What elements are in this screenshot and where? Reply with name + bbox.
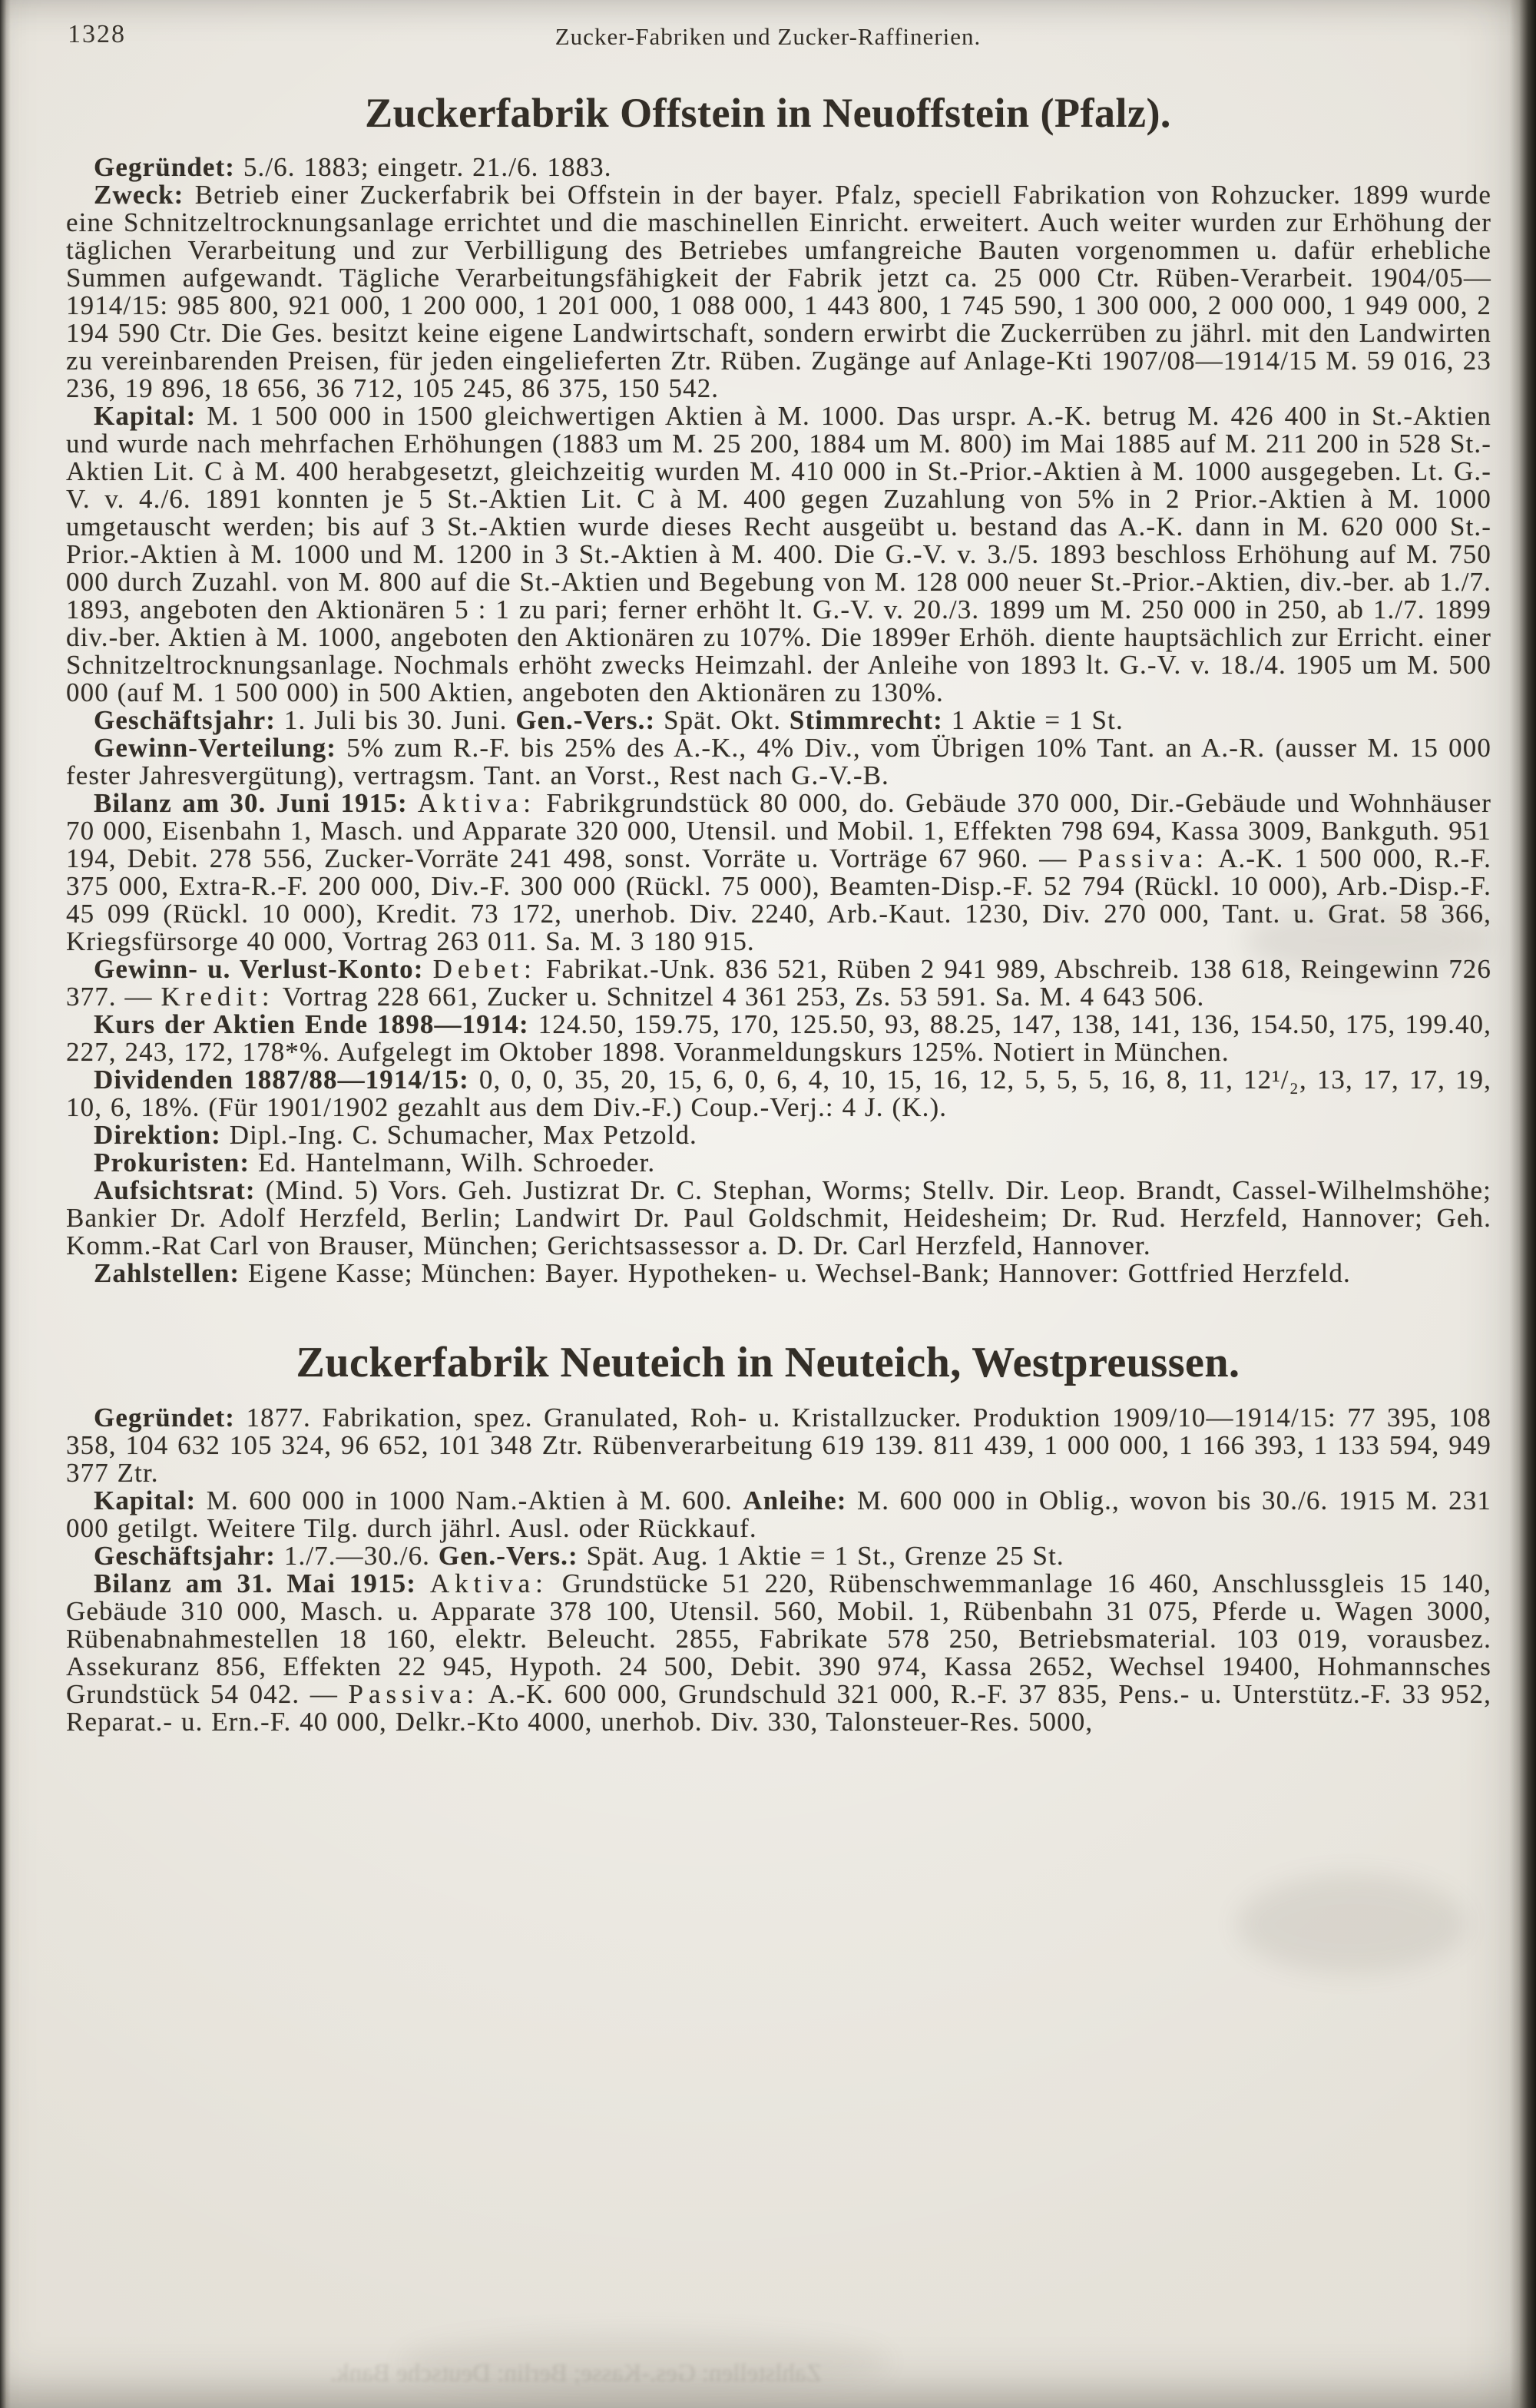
text-run: Betrieb einer Zuckerfabrik bei Offstein in der bayer. Pfalz, speciell Fabrikation von Rohzucker. 1899 wurde eine Schnitzeltrocknungsanlage errichtet und die maschinellen Einricht. erweitert. Auch weiter wurden zur Erhöhung der täglichen Verarbeitung und zur Verbilligung des Betriebes umfangreiche Bauten vorgenommen u. dafür erhebliche Summen aufgewandt. Tägliche Verarbeitungsfähigkeit der Fabrik jetzt ca. 25 000 Ctr. Rüben-Verarbeit. 1904/05—1914/15: 985 800, 921 000, 1 200 000, 1 201 000, 1 088 000, 1 443 800, 1 745 590, 1 300 000, 2 000 000, 1 949 000, 2 194 590 Ctr. Die Ges. besitzt keine eigene Landwirtschaft, sondern erwirbt die Zuckerrüben zu jährl. mit den Landwirten zu vereinbarenden Preisen, für jeden eingelieferten Ztr. Rüben. Zugänge auf Anlage-Kti 1907/08—1914/15 M. 59 016, 23 236, 19 896, 18 656, 36 712, 105 245, 86 375, 150 542. — [66, 180, 1491, 403]
text-run: Kredit: — [161, 982, 275, 1012]
scan-edge-left — [0, 0, 11, 2408]
paragraph-label: Kapital: — [94, 1486, 197, 1515]
text-run: Eigene Kasse; München: Bayer. Hypotheken- u. Wechsel-Bank; Hannover: Gottfried Herzfeld. — [240, 1258, 1351, 1288]
scan-smudge — [1236, 1874, 1467, 1974]
paragraph-label: Direktion: — [94, 1120, 221, 1150]
paragraph — [66, 1487, 1491, 1542]
paragraph-label: Gewinn-Verteilung: — [94, 733, 337, 763]
paragraph-label: Gen.-Vers.: — [438, 1541, 578, 1571]
text-run — [408, 788, 418, 818]
text-run: Debet: — [432, 954, 537, 984]
paragraph-label: Zahlstellen: — [94, 1258, 240, 1288]
text-run: Spät. Okt. — [655, 705, 790, 735]
text-run: Fabrikgrundstück 80 000, do. Gebäude 370 000, Dir.-Gebäude und Wohnhäuser 70 000, Eisenbahn 1, Masch. und Apparate 320 000, Utensil. und Mobil. 1, Effekten 798 694, Kassa 3009, Bankguth. 951 194, Debit. 278 556, Zucker-Vorräte 241 498, sonst. Vorräte u. Vorträge 67 960. — — [66, 788, 1491, 873]
running-header-title: Zucker-Fabriken und Zucker-Raffinerien. — [554, 23, 982, 50]
paragraph-label: Bilanz am 30. Juni 1915: — [94, 788, 408, 818]
text-run: Dipl.-Ing. C. Schumacher, Max Petzold. — [220, 1120, 697, 1150]
text-run: 1 Aktie = 1 St. — [942, 705, 1124, 735]
paragraph — [66, 1404, 1491, 1487]
text-run: M. 1 500 000 in 1500 gleichwertigen Aktien à M. 1000. Das urspr. A.-K. betrug M. 426 400 in St.-Aktien und wurde nach mehrfachen Erhöhungen (1883 um M. 25 200, 1884 um M. 800) im Mai 1885 auf M. 211 200 in 528 St.-Aktien Lit. C à M. 400 herabgesetzt, gleichzeitig wurden M. 410 000 in St.-Prior.-Aktien à M. 1000 ausgegeben. Lt. G.-V. v. 4./6. 1891 konnten je 5 St.-Aktien Lit. C à M. 400 gegen Zuzahlung von 5% in 2 Prior.-Aktien à M. 1000 umgetauscht werden; bis auf 3 St.-Aktien wurde dieses Recht ausgeübt u. bestand das A.-K. dann in M. 620 000 St.-Prior.-Aktien à M. 1000 und M. 1200 in 3 St.-Aktien à M. 400. Die G.-V. v. 3./5. 1893 beschloss Erhöhung auf M. 750 000 durch Zuzahl. von M. 800 auf die St.-Aktien und Begebung von M. 128 000 neuer St.-Prior.-Aktien, div.-ber. ab 1./7. 1893, angeboten den Aktionären 5 : 1 zu pari; ferner erhöht lt. G.-V. v. 20./3. 1899 um M. 250 000 in 250, ab 1./7. 1899 div.-ber. Aktien à M. 1000, angeboten den Aktionären zu 107%. Die 1899er Erhöh. diente hauptsächlich zur Erricht. einer Schnitzeltrocknungsanlage. Nochmals erhöht zwecks Heimzahl. der Anleihe von 1893 lt. G.-V. v. 18./4. 1905 um M. 500 000 (auf M. 1 500 000) in 500 Aktien, angeboten den Aktionären zu 130%. — [66, 401, 1491, 707]
text-run: M. 600 000 in 1000 Nam.-Aktien à M. 600. — [196, 1486, 743, 1515]
paragraph-label: Zweck: — [94, 180, 184, 210]
text-run: 124.50, 159.75, 170, 125.50, 93, 88.25, 147, 138, 141, 136, 154.50, 175, 199.40, 227, 243, 172, 178*%. Aufgelegt im Oktober 1898. Voranmeldungskurs 125%. Notiert in München. — [66, 1009, 1491, 1067]
paragraph-label: Prokuristen: — [94, 1148, 250, 1178]
paragraph-label: Aufsichtsrat: — [94, 1175, 256, 1205]
paragraph — [66, 1066, 1491, 1121]
text-run: 5% zum R.-F. bis 25% des A.-K., 4% Div., vom Übrigen 10% Tant. an A.-R. (ausser M. 15 000 fester Jahresvergütung), vertragsm. Tant. an Vorst., Rest nach G.-V.-B. — [66, 733, 1491, 790]
paragraph — [66, 1011, 1491, 1066]
paragraph — [66, 154, 1491, 181]
paragraph-label: Gegründet: — [94, 152, 236, 182]
text-run: Passiva: — [348, 1679, 480, 1709]
article-zuckerfabrik-neuteich — [0, 1338, 1536, 1736]
paragraph — [66, 734, 1491, 790]
paragraph-label: Gen.-Vers.: — [515, 705, 656, 735]
paragraph-label: Geschäftsjahr: — [94, 1541, 276, 1571]
paragraph — [66, 1177, 1491, 1260]
paragraph-label: Bilanz am 31. Mai 1915: — [94, 1568, 416, 1598]
paragraph — [66, 790, 1491, 956]
text-run: 1. Juli bis 30. Juni. — [276, 705, 516, 735]
text-run: Aktiva: — [418, 788, 537, 818]
text-run: Ed. Hantelmann, Wilh. Schroeder. — [250, 1148, 656, 1178]
text-run: 1./7.—30./6. — [276, 1541, 439, 1571]
scan-edge-right — [1510, 0, 1536, 2408]
text-run — [416, 1568, 430, 1598]
paragraph-label: Stimmrecht: — [789, 705, 943, 735]
paragraph — [66, 1542, 1491, 1570]
text-run: Grundstücke 51 220, Rübenschwemmanlage 16 460, Anschlussgleis 15 140, Gebäude 310 000, Masch. u. Apparate 378 100, Utensil. 560, Mobil. 1, Rübenbahn 31 075, Pferde u. Wagen 3000, Rübenabnahmestellen 18 160, elektr. Beleucht. 2855, Fabrikate 578 250, Betriebsmaterial. 103 019, vorausbez. Assekuranz 856, Effekten 22 945, Hypoth. 24 500, Debit. 390 974, Kassa 2652, Wechsel 19400, Hohmannsches Grundstück 54 042. — — [66, 1568, 1491, 1709]
bleedthrough-text: Zahlstellen: Ges.-Kasse; Berlin: Deutsche Bank. — [330, 2360, 822, 2387]
article-body — [66, 1404, 1491, 1736]
paragraph — [66, 402, 1491, 707]
article-title: Zuckerfabrik Offstein in Neuoffstein (Pfalz). — [365, 90, 1171, 136]
paragraph — [66, 956, 1491, 1011]
text-run: 1877. Fabrikation, spez. Granulated, Roh- u. Kristallzucker. Produktion 1909/10—1914/15: 77 395, 108 358, 104 632 105 324, 96 652, 101 348 Ztr. Rübenverarbeitung 619 139. 811 439, 1 000 000, 1 166 393, 1 133 594, 949 377 Ztr. — [66, 1403, 1491, 1488]
article-body — [66, 154, 1491, 1287]
paragraph — [66, 707, 1491, 734]
page-number: 1328 — [68, 20, 126, 48]
text-run: 5./6. 1883; eingetr. 21./6. 1883. — [235, 152, 612, 182]
paragraph-label: Dividenden 1887/88—1914/15: — [94, 1065, 469, 1095]
paragraph — [66, 181, 1491, 402]
text-run: Vortrag 228 661, Zucker u. Schnitzel 4 361 253, Zs. 53 591. Sa. M. 4 643 506. — [274, 982, 1205, 1012]
paragraph-label: Kurs der Aktien Ende 1898—1914: — [94, 1009, 529, 1039]
paragraph — [66, 1149, 1491, 1177]
paragraph-label: Gegründet: — [94, 1403, 236, 1433]
paragraph — [66, 1570, 1491, 1736]
text-run — [424, 954, 433, 984]
text-run: Fabrikat.-Unk. 836 521, Rüben 2 941 989, Abschreib. 138 618, Reingewinn 726 377. — — [66, 954, 1491, 1012]
page-header — [0, 0, 1536, 60]
paragraph-label: Anleihe: — [743, 1486, 847, 1515]
paragraph-label: Kapital: — [94, 401, 197, 431]
article-title: Zuckerfabrik Neuteich in Neuteich, Westpreussen. — [296, 1339, 1240, 1386]
text-run: 0, 0, 0, 35, 20, 15, 6, 0, 6, 4, 10, 15, 16, 12, 5, 5, 5, 16, 8, 11, 12¹/₂, 13, 17, 17, 19, 10, 6, 18%. (Für 1901/1902 gezahlt aus dem Div.-F.) Coup.-Verj.: 4 J. (K.). — [66, 1065, 1491, 1122]
text-run: Passiva: — [1078, 843, 1210, 873]
paragraph-label: Gewinn- u. Verlust-Konto: — [94, 954, 424, 984]
text-run: Spät. Aug. 1 Aktie = 1 St., Grenze 25 St. — [578, 1541, 1064, 1571]
paragraph — [66, 1260, 1491, 1287]
text-run: Aktiva: — [429, 1568, 548, 1598]
text-run: (Mind. 5) Vors. Geh. Justizrat Dr. C. Stephan, Worms; Stellv. Dir. Leop. Brandt, Cassel-Wilhelmshöhe; Bankier Dr. Adolf Herzfeld, Berlin; Landwirt Dr. Paul Goldschmit, Heidesheim; Dr. Rud. Herzfeld, Hannover; Geh. Komm.-Rat Carl von Brauser, München; Gerichtsassessor a. D. Dr. Carl Herzfeld, Hannover. — [66, 1175, 1491, 1260]
paragraph — [66, 1121, 1491, 1149]
text-run: A.-K. 600 000, Grundschuld 321 000, R.-F. 37 835, Pens.- u. Unterstütz.-F. 33 952, Reparat.- u. Ern.-F. 40 000, Delkr.-Kto 4000, unerhob. Div. 330, Talonsteuer-Res. 5000, — [66, 1679, 1491, 1737]
article-zuckerfabrik-offstein — [0, 89, 1536, 1287]
text-run: M. 600 000 in Oblig., wovon bis 30./6. 1915 M. 231 000 getilgt. Weitere Tilg. durch jährl. Ausl. oder Rückkauf. — [66, 1486, 1491, 1543]
paragraph-label: Geschäftsjahr: — [94, 705, 276, 735]
text-run: A.-K. 1 500 000, R.-F. 375 000, Extra-R.-F. 200 000, Div.-F. 300 000 (Rückl. 75 000), Beamten-Disp.-F. 52 794 (Rückl. 10 000), Arb.-Disp.-F. 45 099 (Rückl. 10 000), Kredit. 73 172, unerhob. Div. 2240, Arb.-Kaut. 1230, Div. 270 000, Tant. u. Grat. 58 366, Kriegsfürsorge 40 000, Vortrag 263 011. Sa. M. 3 180 915. — [66, 843, 1491, 956]
